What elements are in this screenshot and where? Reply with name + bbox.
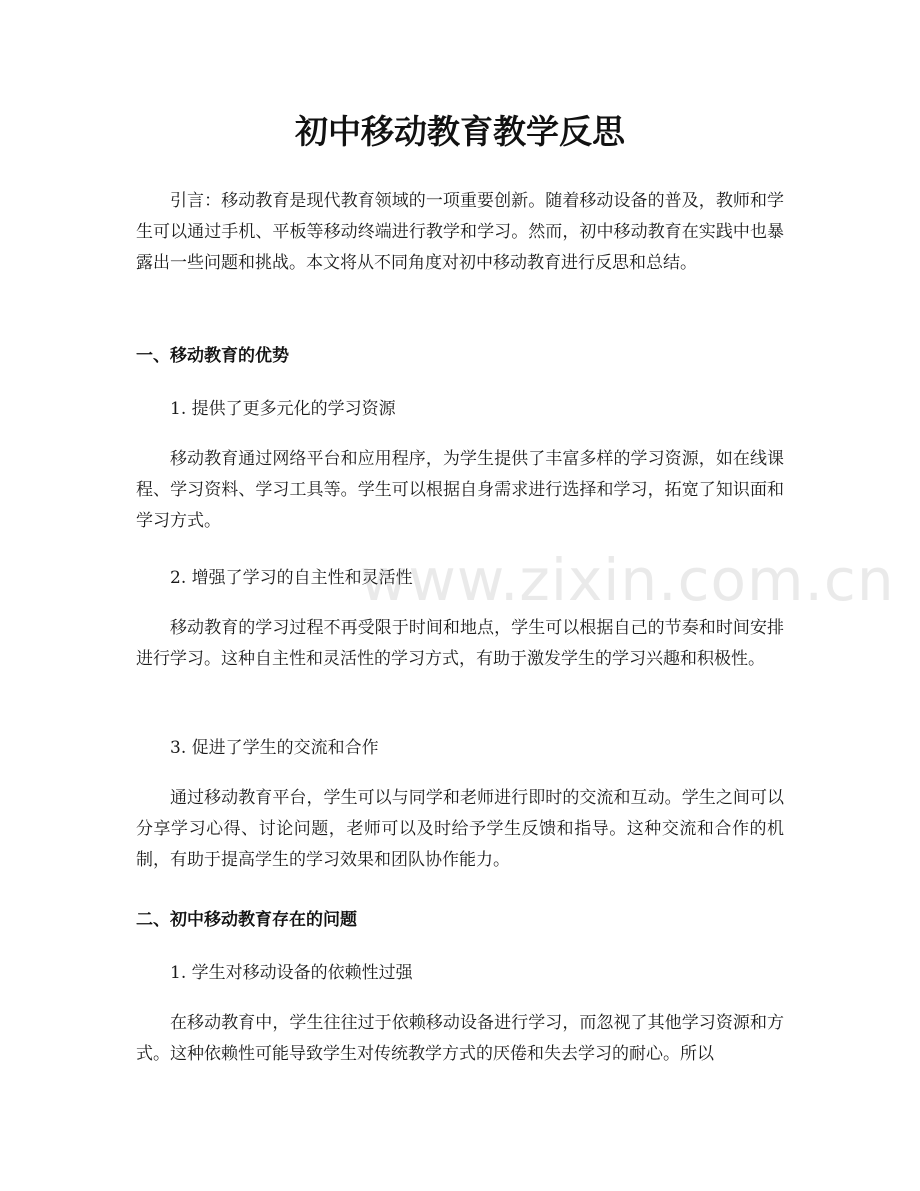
- paragraph-diverse-resources: 移动教育通过网络平台和应用程序，为学生提供了丰富多样的学习资源，如在线课程、学习资料、学习工具等。学生可以根据自身需求进行选择和学习，拓宽了知识面和学习方式。: [136, 449, 784, 531]
- subheading-communication-cooperation: 3. 促进了学生的交流和合作: [170, 738, 379, 758]
- section-heading-problems: 二、初中移动教育存在的问题: [136, 910, 357, 930]
- intro-paragraph: 引言：移动教育是现代教育领域的一项重要创新。随着移动设备的普及，教师和学生可以通过手机、平板等移动终端进行教学和学习。然而，初中移动教育在实践中也暴露出一些问题和挑战。本文将从不同角度对初中移动教育进行反思和总结。: [136, 191, 784, 273]
- paragraph-device-dependence: 在移动教育中，学生往往过于依赖移动设备进行学习，而忽视了其他学习资源和方式。这种依赖性可能导致学生对传统教学方式的厌倦和失去学习的耐心。所以: [136, 1013, 784, 1064]
- subheading-device-dependence: 1. 学生对移动设备的依赖性过强: [170, 963, 413, 983]
- subheading-diverse-resources: 1. 提供了更多元化的学习资源: [170, 399, 396, 419]
- section-heading-advantages: 一、移动教育的优势: [136, 346, 289, 366]
- watermark: www.zixin.com.cn: [360, 546, 895, 614]
- document-title: 初中移动教育教学反思: [295, 112, 625, 151]
- paragraph-autonomy-flexibility: 移动教育的学习过程不再受限于时间和地点，学生可以根据自己的节奏和时间安排进行学习。这种自主性和灵活性的学习方式，有助于激发学生的学习兴趣和积极性。: [136, 618, 784, 669]
- paragraph-communication-cooperation: 通过移动教育平台，学生可以与同学和老师进行即时的交流和互动。学生之间可以分享学习心得、讨论问题，老师可以及时给予学生反馈和指导。这种交流和合作的机制，有助于提高学生的学习效果和团队协作能力。: [136, 788, 784, 870]
- subheading-autonomy-flexibility: 2. 增强了学习的自主性和灵活性: [170, 568, 413, 588]
